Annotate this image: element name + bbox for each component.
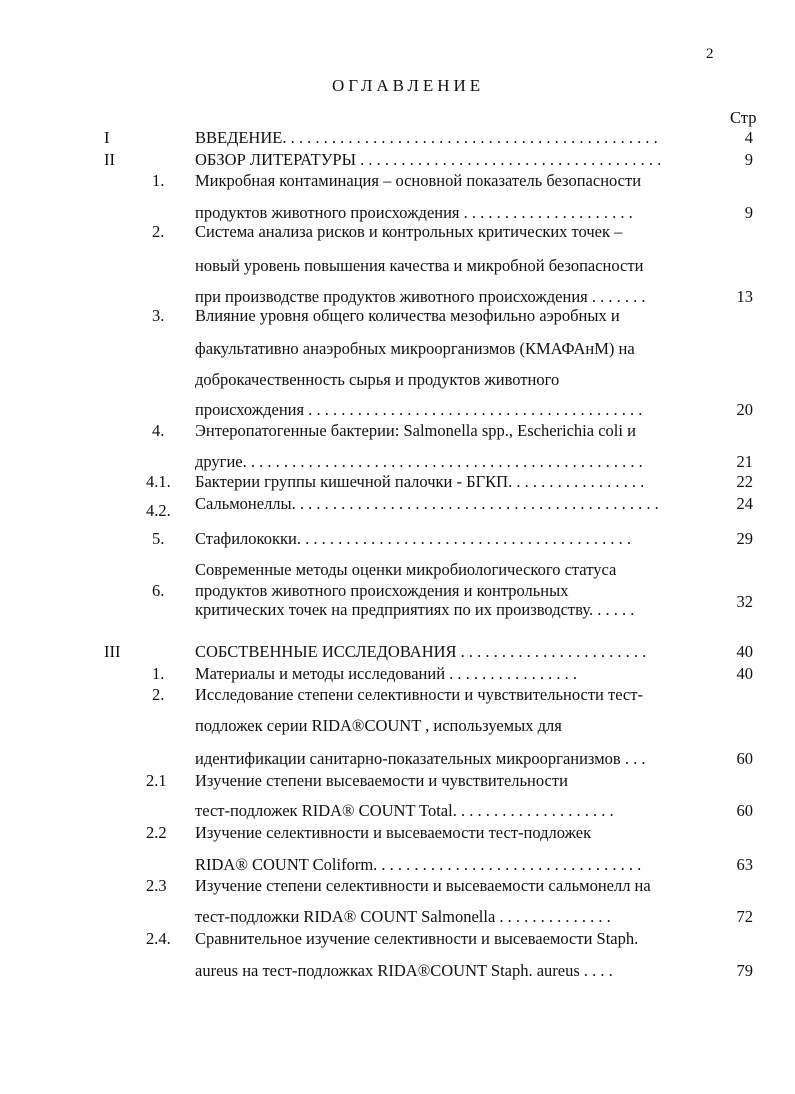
toc-item-text: Современные методы оценки микробиологического статуса (195, 560, 617, 579)
toc-item-text: Микробная контаминация – основной показатель безопасности (195, 171, 642, 190)
toc-item-number: 2.1 (146, 771, 167, 790)
toc-item-number: 4.1. (146, 472, 171, 491)
page-title: ОГЛАВЛЕНИЕ (332, 76, 485, 95)
toc-item-text: доброкачественность сырья и продуктов животного (195, 370, 560, 389)
toc-page-number: 9 (744, 150, 753, 169)
toc-item-text: факультативно анаэробных микроорганизмов (КМАФАнМ) на (195, 339, 635, 358)
toc-item-text: продуктов животного происхождения . . . . . . . . . . . . . . . . . . . . . (195, 203, 633, 222)
toc-item-text: Влияние уровня общего количества мезофильно аэробных и (195, 306, 620, 325)
toc-item-text: СОБСТВЕННЫЕ ИССЛЕДОВАНИЯ . . . . . . . . . . . . . . . . . . . . . . . (195, 642, 647, 661)
toc-item-text: Бактерии группы кишечной палочки - БГКП. . . . . . . . . . . . . . . . . (195, 472, 645, 491)
toc-item-text: продуктов животного происхождения и контрольных (195, 581, 569, 600)
toc-item-text: Изучение селективности и высеваемости тест-подложек (195, 823, 592, 842)
toc-item-text: Изучение степени селективности и высеваемости сальмонелл на (195, 876, 651, 895)
toc-item-text: тест-подложек RIDA® COUNT Total. . . . . . . . . . . . . . . . . . . . (195, 801, 614, 820)
toc-page-number: 13 (736, 287, 753, 306)
toc-item-text: Стафилококки. . . . . . . . . . . . . . . . . . . . . . . . . . . . . . . . . . . . . . . . . (195, 529, 631, 548)
toc-item-text: тест-подложки RIDA® COUNT Salmonella . . . . . . . . . . . . . . (195, 907, 611, 926)
toc-item-number: 4.2. (146, 501, 171, 520)
toc-page-number: 21 (736, 452, 753, 471)
toc-page-number: 40 (736, 664, 753, 683)
toc-item-text: Сальмонеллы. . . . . . . . . . . . . . . . . . . . . . . . . . . . . . . . . . . . . . . . . . . . . (195, 494, 659, 513)
toc-item-number: 6. (152, 581, 165, 600)
toc-section-roman: III (104, 642, 121, 661)
toc-item-text: Система анализа рисков и контрольных критических точек – (195, 222, 623, 241)
toc-item-text: RIDA® COUNT Coliform. . . . . . . . . . . . . . . . . . . . . . . . . . . . . . . . . (195, 855, 642, 874)
toc-item-number: 4. (152, 421, 165, 440)
toc-item-text: подложек серии RIDA®COUNT , используемых для (195, 716, 562, 735)
toc-page-number: 63 (736, 855, 753, 874)
toc-item-text: идентификации санитарно-показательных микроорганизмов . . . (195, 749, 646, 768)
toc-page-number: 4 (744, 128, 753, 147)
page-number: 2 (706, 46, 714, 62)
toc-page-number: 20 (736, 400, 753, 419)
toc-item-number: 2.2 (146, 823, 167, 842)
toc-page-number: 79 (736, 961, 753, 980)
toc-item-number: 2.3 (146, 876, 167, 895)
toc-item-text: критических точек на предприятиях по их производству. . . . . . (195, 600, 635, 619)
toc-item-text: ОБЗОР ЛИТЕРАТУРЫ . . . . . . . . . . . . . . . . . . . . . . . . . . . . . . . . . . . . . (195, 150, 662, 169)
toc-item-text: ВВЕДЕНИЕ. . . . . . . . . . . . . . . . . . . . . . . . . . . . . . . . . . . . . . . . . . . . . . (195, 128, 658, 147)
toc-page-number: 40 (736, 642, 753, 661)
toc-page-number: 24 (736, 494, 753, 513)
toc-item-number: 2. (152, 222, 165, 241)
toc-item-number: 1. (152, 171, 165, 190)
toc-item-text: при производстве продуктов животного происхождения . . . . . . . (195, 287, 646, 306)
toc-item-number: 5. (152, 529, 165, 548)
toc-item-text: Энтеропатогенные бактерии: Salmonella spp., Escherichia coli и (195, 421, 636, 440)
toc-page-number: 29 (736, 529, 753, 548)
toc-page-number: 60 (736, 801, 753, 820)
toc-page-number: 72 (736, 907, 753, 926)
toc-item-number: 2. (152, 685, 165, 704)
toc-item-text: Сравнительное изучение селективности и высеваемости Staph. (195, 929, 639, 948)
toc-item-text: Изучение степени высеваемости и чувствительности (195, 771, 568, 790)
toc-item-number: 1. (152, 664, 165, 683)
toc-item-text: Материалы и методы исследований . . . . . . . . . . . . . . . . (195, 664, 578, 683)
toc-item-text: новый уровень повышения качества и микробной безопасности (195, 256, 644, 275)
page-column-header: Стр (730, 108, 757, 127)
toc-section-roman: I (104, 128, 110, 147)
toc-page-number: 9 (744, 203, 753, 222)
toc-item-text: aureus на тест-подложках RIDA®COUNT Staph. aureus . . . . (195, 961, 613, 980)
toc-item-text: Исследование степени селективности и чувствительности тест- (195, 685, 643, 704)
toc-item-text: другие. . . . . . . . . . . . . . . . . . . . . . . . . . . . . . . . . . . . . . . . . . . . . . . . . (195, 452, 643, 471)
toc-section-roman: II (104, 150, 115, 169)
toc-page-number: 22 (736, 472, 753, 491)
toc-page-number: 60 (736, 749, 753, 768)
toc-item-number: 3. (152, 306, 165, 325)
toc-page-number: 32 (736, 592, 753, 611)
toc-item-number: 2.4. (146, 929, 171, 948)
toc-item-text: происхождения . . . . . . . . . . . . . . . . . . . . . . . . . . . . . . . . . . . . . . . . . (195, 400, 643, 419)
